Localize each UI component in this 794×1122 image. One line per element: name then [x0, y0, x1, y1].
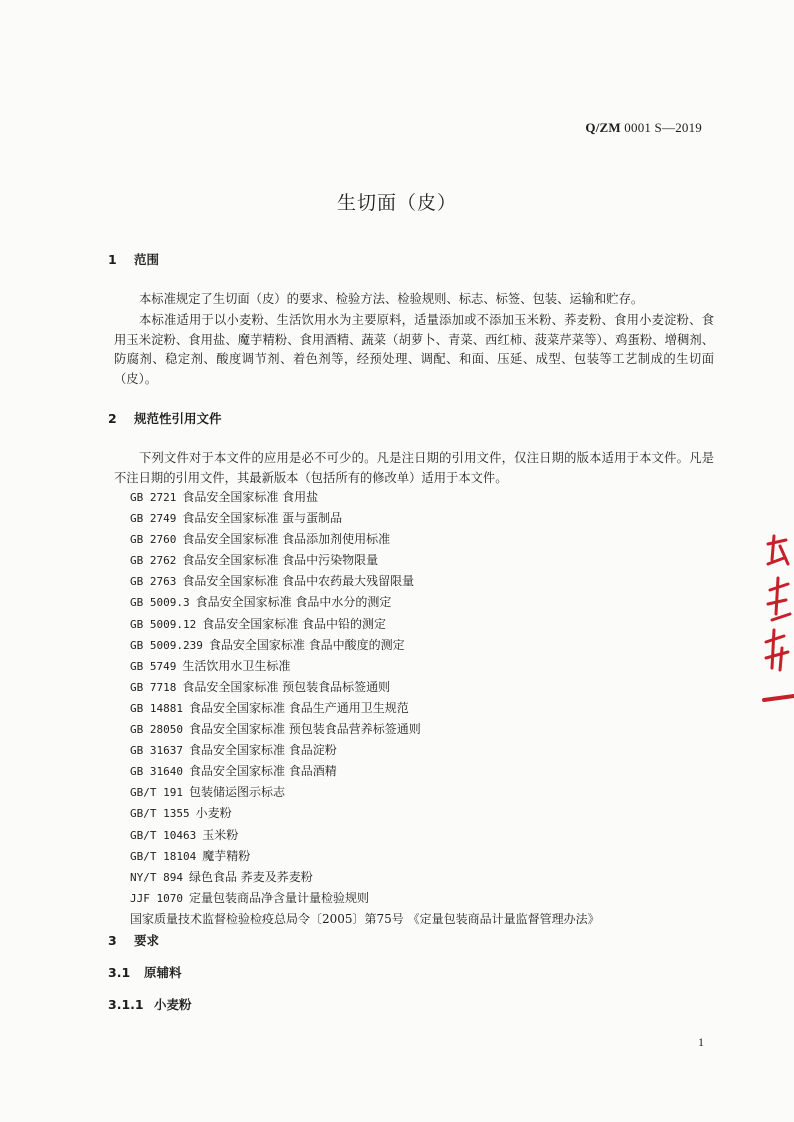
section-heading-scope	[108, 250, 159, 268]
section-title: 原辅料	[144, 965, 182, 980]
reference-code: GB 31640	[130, 765, 183, 779]
list-item	[130, 571, 600, 592]
reference-title: 小麦粉	[195, 806, 232, 821]
section-number: 3.1.1	[108, 997, 144, 1012]
reference-code: GB 2749	[130, 512, 177, 526]
list-item	[130, 782, 600, 803]
reference-list	[130, 487, 600, 929]
reference-code: GB/T 191	[130, 786, 183, 800]
reference-code: GB 28050	[130, 723, 183, 737]
reference-code: GB 5009.12	[130, 617, 197, 631]
reference-code: GB 2763	[130, 575, 177, 589]
scope-paragraph-2: 本标准适用于以小麦粉、生活饮用水为主要原料，适量添加或不添加玉米粉、荞麦粉、食用小麦淀粉、食用玉米淀粉、食用盐、魔芋精粉、食用酒精、蔬菜（胡萝卜、青菜、西红柿、菠菜芹菜等）、鸡蛋粉、增稠剂、防腐剂、稳定剂、酸度调节剂、着色剂等，经预处理、调配、和面、压延、成型、包装等工艺制成的生切面（皮）。	[114, 313, 714, 386]
reference-title: 食品安全国家标准 食品中农药最大残留限量	[182, 574, 415, 589]
list-item	[130, 529, 600, 550]
reference-code: NY/T 894	[130, 870, 183, 884]
reference-code: GB 7718	[130, 680, 177, 694]
list-item	[130, 909, 600, 929]
list-item	[130, 867, 600, 888]
reference-title: 食品安全国家标准 食品中酸度的测定	[208, 637, 405, 652]
list-item	[130, 740, 600, 761]
section-title: 要求	[134, 933, 160, 948]
reference-title: 国家质量技术监督检验检疫总局令〔2005〕第75号 《定量包装商品计量监督管理办法》	[130, 911, 600, 926]
reference-code: GB 2762	[130, 554, 177, 568]
section-number: 3.1	[108, 965, 131, 980]
list-item	[130, 803, 600, 824]
reference-code: GB/T 18104	[130, 849, 197, 863]
section-title: 范围	[134, 252, 160, 267]
list-item	[130, 888, 600, 909]
reference-code: GB/T 1355	[130, 807, 190, 821]
section-heading-references	[108, 409, 222, 427]
reference-code: GB 2721	[130, 491, 177, 504]
list-item	[130, 719, 600, 740]
reference-title: 绿色食品 荞麦及荞麦粉	[188, 869, 313, 884]
scope-paragraph-1: 本标准规定了生切面（皮）的要求、检验方法、检验规则、标志、标签、包装、运输和贮存。	[139, 292, 644, 306]
reference-title: 食品安全国家标准 预包装食品标签通则	[182, 679, 391, 694]
reference-title: 食品安全国家标准 食品添加剂使用标准	[182, 532, 391, 547]
red-seal-stamp	[760, 530, 794, 710]
section-number: 3	[108, 933, 117, 948]
reference-title: 定量包装商品净含量计量检验规则	[188, 890, 369, 905]
section-number: 2	[108, 411, 117, 426]
section-heading-requirements	[108, 931, 159, 949]
list-item	[130, 508, 600, 529]
reference-code: GB 31637	[130, 744, 183, 758]
reference-title: 包装储运图示标志	[188, 785, 285, 800]
standard-code-prefix: Q/ZM	[585, 120, 621, 135]
list-item	[130, 656, 600, 677]
list-item	[130, 846, 600, 867]
reference-code: GB 5009.3	[130, 596, 190, 610]
reference-code: GB 2760	[130, 533, 177, 547]
reference-code: JJF 1070	[130, 891, 183, 905]
section-title: 规范性引用文件	[134, 411, 222, 426]
reference-title: 食品安全国家标准 食品酒精	[188, 764, 337, 779]
references-intro: 下列文件对于本文件的应用是必不可少的。凡是注日期的引用文件，仅注日期的版本适用于本文件。凡是不注日期的引用文件，其最新版本（包括所有的修改单）适用于本文件。	[114, 451, 714, 485]
reference-code: GB 14881	[130, 701, 183, 715]
reference-title: 魔芋精粉	[202, 848, 251, 863]
reference-code: GB 5009.239	[130, 638, 203, 652]
reference-code: GB/T 10463	[130, 828, 197, 842]
reference-code: GB 5749	[130, 659, 177, 673]
list-item	[130, 550, 600, 571]
reference-title: 食品安全国家标准 食品中水分的测定	[195, 595, 392, 610]
section-title: 小麦粉	[154, 997, 192, 1012]
reference-title: 食品安全国家标准 食品淀粉	[188, 743, 337, 758]
reference-title: 食品安全国家标准 蛋与蛋制品	[182, 511, 343, 526]
list-item	[130, 825, 600, 846]
section-heading-raw-materials	[108, 963, 182, 981]
list-item	[130, 487, 600, 508]
page-number: 1	[698, 1035, 704, 1049]
reference-title: 食品安全国家标准 食品生产通用卫生规范	[188, 700, 409, 715]
standard-code-number: 0001 S—2019	[620, 120, 702, 135]
list-item	[130, 698, 600, 719]
list-item	[130, 635, 600, 656]
list-item	[130, 592, 600, 613]
document-title: 生切面（皮）	[336, 192, 457, 214]
reference-title: 食品安全国家标准 食用盐	[182, 490, 319, 504]
list-item	[130, 677, 600, 698]
section-number: 1	[108, 252, 117, 267]
standard-code	[585, 120, 702, 136]
reference-title: 食品安全国家标准 食品中铅的测定	[202, 616, 387, 631]
section-heading-wheat-flour	[108, 995, 192, 1013]
reference-title: 生活饮用水卫生标准	[182, 658, 291, 673]
list-item	[130, 761, 600, 782]
reference-title: 玉米粉	[202, 827, 239, 842]
list-item	[130, 614, 600, 635]
reference-title: 食品安全国家标准 食品中污染物限量	[182, 553, 379, 568]
reference-title: 食品安全国家标准 预包装食品营养标签通则	[188, 722, 421, 737]
